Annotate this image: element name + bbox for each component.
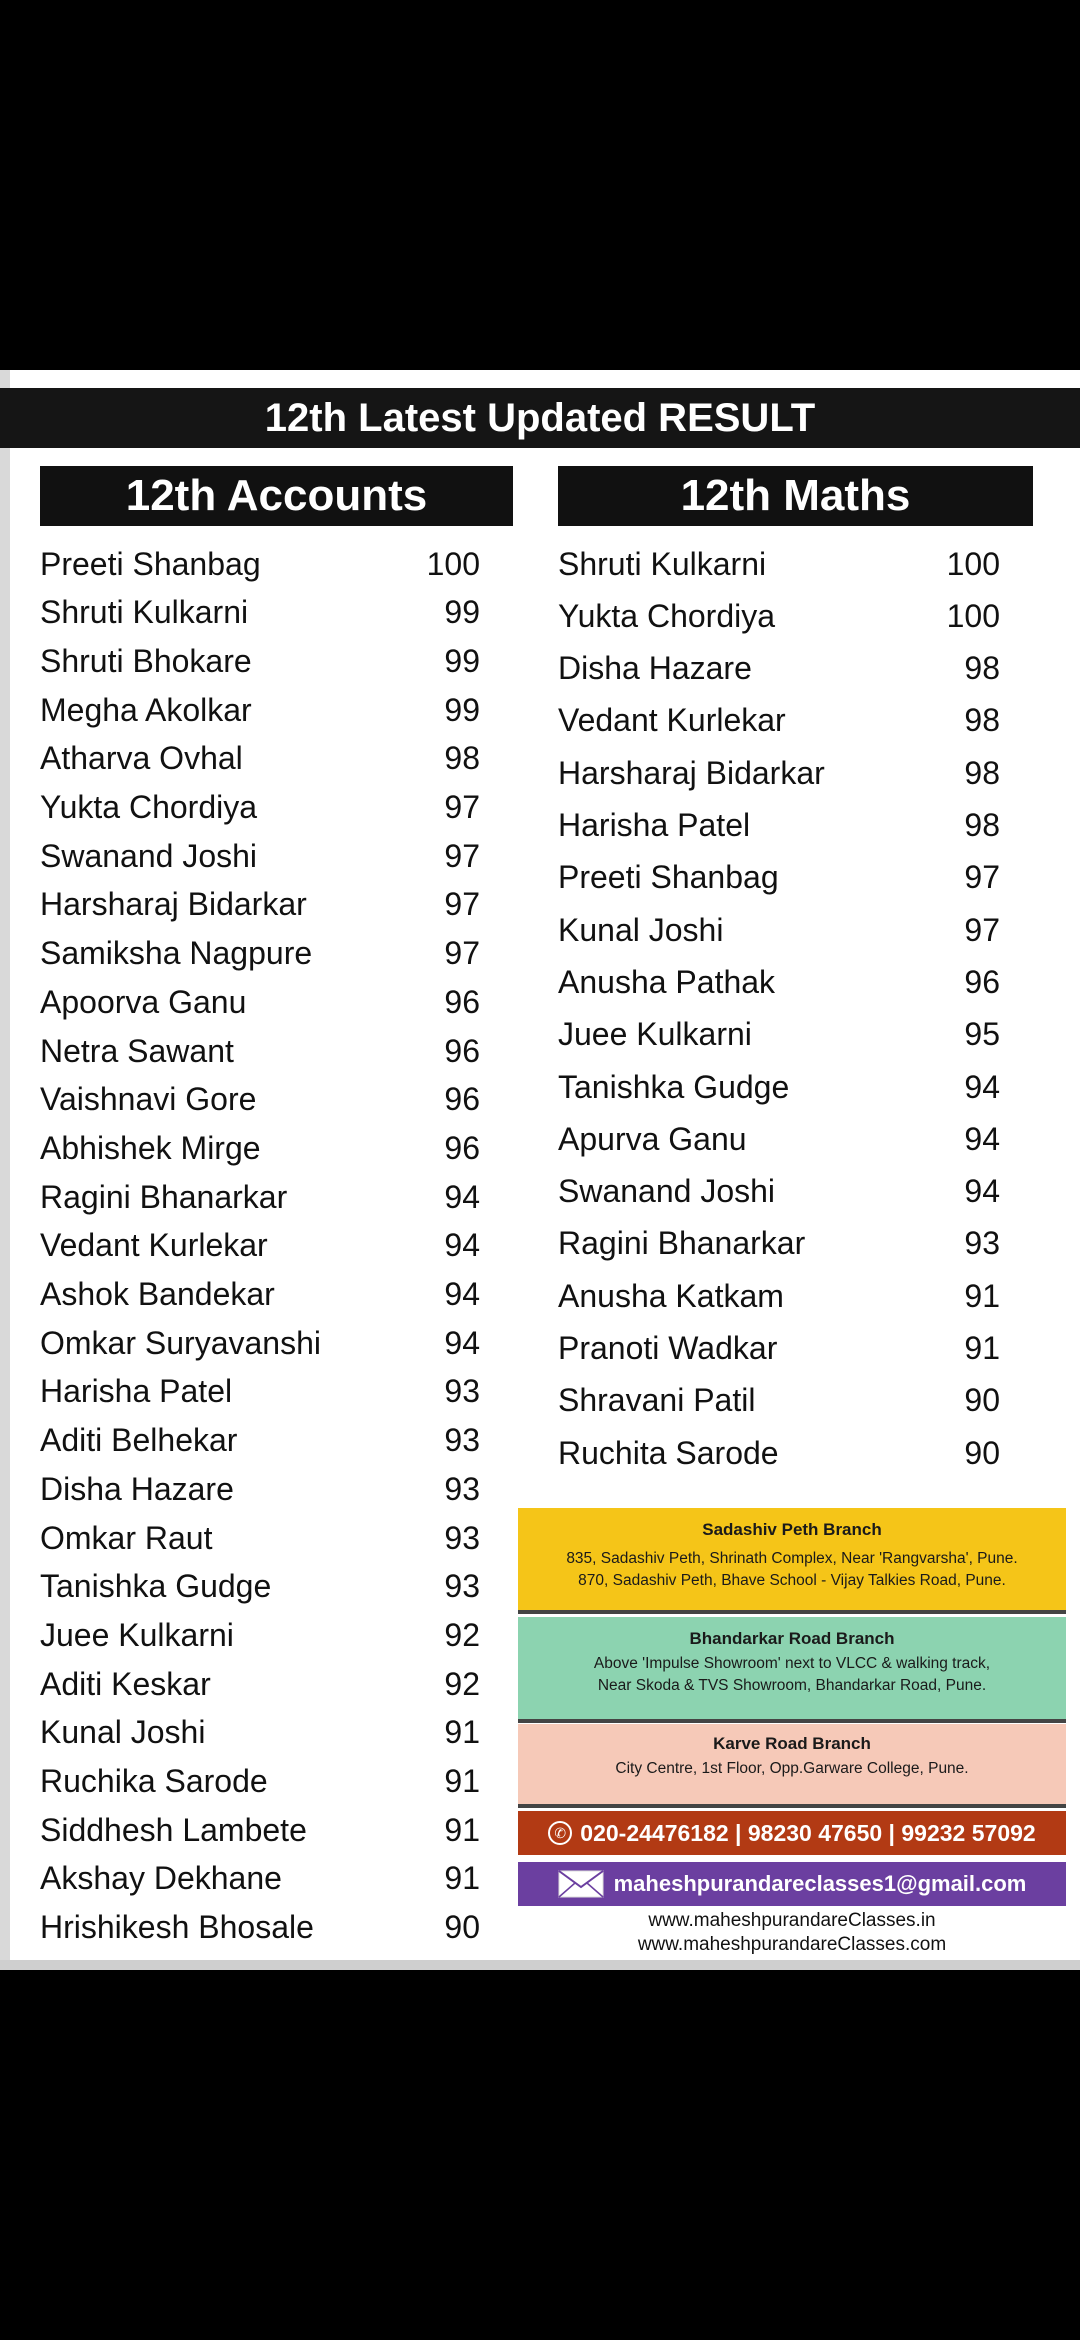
student-name: Siddhesh Lambete (40, 1811, 307, 1848)
student-score: 98 (444, 740, 480, 777)
student-name: Harsharaj Bidarkar (40, 886, 307, 923)
student-score: 93 (444, 1422, 480, 1459)
student-score: 99 (444, 642, 480, 679)
phone-bar (518, 1811, 1066, 1855)
student-score: 97 (444, 789, 480, 825)
student-name: Akshay Dekhane (40, 1860, 282, 1897)
student-score: 96 (444, 1032, 480, 1069)
maths-row (558, 1063, 1000, 1111)
student-name: Harsharaj Bidarkar (558, 754, 825, 791)
student-name: Megha Akolkar (40, 691, 252, 728)
student-name: Vedant Kurlekar (40, 1227, 268, 1264)
accounts-row (40, 881, 480, 929)
student-name: Shruti Bhokare (40, 642, 252, 679)
student-score: 93 (444, 1470, 480, 1507)
website-link[interactable]: www.maheshpurandareClasses.com (637, 1934, 947, 1955)
maths-row (558, 1011, 1000, 1059)
student-name: Tanishka Gudge (40, 1568, 272, 1605)
branch-bhandarkar-road (518, 1617, 1066, 1719)
student-name: Apoorva Ganu (40, 983, 247, 1020)
student-name: Aditi Belhekar (40, 1422, 238, 1459)
student-name: Ashok Bandekar (40, 1276, 275, 1312)
accounts-row (40, 1027, 480, 1075)
student-score: 98 (964, 650, 1000, 687)
student-score: 90 (444, 1909, 480, 1946)
student-name: Samiksha Nagpure (40, 935, 313, 972)
accounts-row (40, 1222, 480, 1270)
branch-title: Sadashiv Peth Branch (702, 1520, 882, 1539)
student-score: 98 (964, 754, 1000, 791)
student-score: 93 (444, 1568, 480, 1605)
student-name: Apurva Ganu (558, 1120, 747, 1157)
student-name: Hrishikesh Bhosale (40, 1909, 314, 1946)
student-score: 96 (444, 983, 480, 1020)
branch-title: Bhandarkar Road Branch (689, 1629, 895, 1648)
student-score: 94 (964, 1173, 1000, 1210)
student-name: Swanand Joshi (558, 1173, 776, 1210)
student-score: 94 (964, 1120, 1000, 1157)
student-score: 98 (964, 702, 1000, 739)
student-score: 93 (444, 1519, 480, 1556)
envelope-icon (558, 1870, 604, 1898)
student-name: Shravani Patil (558, 1382, 756, 1419)
maths-row (558, 802, 1000, 850)
student-name: Swanand Joshi (40, 837, 258, 874)
branch-address: Near Skoda & TVS Showroom, Bhandarkar Road, Pune. (597, 1677, 987, 1694)
accounts-row (40, 1173, 480, 1221)
accounts-row (40, 1806, 480, 1854)
student-score: 97 (964, 911, 1000, 948)
maths-row (558, 749, 1000, 797)
student-score: 91 (444, 1714, 480, 1751)
student-score: 91 (444, 1763, 480, 1799)
student-score: 100 (426, 545, 480, 582)
accounts-row (40, 1076, 480, 1124)
maths-row (558, 906, 1000, 954)
accounts-row (40, 1271, 480, 1319)
student-score: 93 (964, 1225, 1000, 1262)
student-score: 99 (444, 691, 480, 728)
student-name: Ragini Bhanarkar (40, 1178, 288, 1215)
website-link[interactable]: www.maheshpurandareClasses.in (648, 1910, 936, 1931)
student-score: 94 (444, 1276, 480, 1312)
student-score: 96 (444, 1129, 480, 1166)
student-score: 96 (444, 1081, 480, 1118)
student-score: 95 (964, 1016, 1000, 1053)
student-score: 90 (964, 1434, 1000, 1471)
page-title: 12th Latest Updated RESULT (0, 388, 1080, 448)
student-score: 92 (444, 1665, 480, 1702)
student-score: 91 (444, 1860, 480, 1897)
accounts-row (40, 1709, 480, 1757)
maths-row (558, 1429, 1000, 1477)
maths-header: 12th Maths (558, 466, 1033, 526)
student-name: Vedant Kurlekar (558, 702, 786, 739)
accounts-row (40, 1660, 480, 1708)
maths-row (558, 645, 1000, 693)
student-name: Ragini Bhanarkar (558, 1225, 806, 1262)
student-name: Tanishka Gudge (558, 1068, 790, 1105)
student-name: Juee Kulkarni (40, 1616, 234, 1653)
divider (0, 1960, 1080, 1970)
student-name: Netra Sawant (40, 1032, 234, 1069)
student-name: Kunal Joshi (558, 911, 724, 948)
maths-row (558, 540, 1000, 588)
accounts-row (40, 1563, 480, 1611)
student-score: 90 (964, 1382, 1000, 1419)
phone-numbers[interactable]: 020-24476182 | 98230 47650 | 99232 57092 (580, 1819, 1036, 1846)
student-score: 93 (444, 1373, 480, 1410)
student-name: Abhishek Mirge (40, 1129, 261, 1166)
maths-row (558, 958, 1000, 1006)
result-poster (0, 370, 1080, 1970)
branch-address: Above 'Impulse Showroom' next to VLCC & walking track, (593, 1655, 991, 1672)
student-name: Omkar Suryavanshi (40, 1324, 321, 1361)
accounts-row (40, 1465, 480, 1513)
accounts-row (40, 637, 480, 685)
student-score: 97 (964, 859, 1000, 896)
student-name: Ruchika Sarode (40, 1763, 268, 1799)
student-score: 94 (964, 1068, 1000, 1105)
student-score: 98 (964, 807, 1000, 843)
maths-row (558, 1272, 1000, 1320)
student-score: 97 (444, 935, 480, 972)
maths-row (558, 592, 1000, 640)
student-name: Harisha Patel (558, 807, 751, 843)
accounts-header: 12th Accounts (40, 466, 513, 526)
accounts-row (40, 832, 480, 880)
student-name: Shruti Kulkarni (40, 594, 249, 631)
student-name: Shruti Kulkarni (558, 545, 767, 582)
maths-row (558, 1168, 1000, 1216)
maths-row (558, 1115, 1000, 1163)
accounts-row (40, 540, 480, 588)
student-name: Anusha Pathak (558, 963, 776, 1000)
maths-row (558, 854, 1000, 902)
student-name: Vaishnavi Gore (40, 1081, 257, 1118)
student-score: 99 (444, 594, 480, 631)
student-score: 100 (946, 597, 1000, 634)
accounts-row (40, 1417, 480, 1465)
branch-address: 870, Sadashiv Peth, Bhave School - Vijay Talkies Road, Pune. (578, 1572, 1006, 1589)
student-name: Anusha Katkam (558, 1277, 784, 1314)
branch-karve-road (518, 1724, 1066, 1804)
student-score: 92 (444, 1616, 480, 1653)
student-name: Pranoti Wadkar (558, 1330, 778, 1366)
accounts-row (40, 784, 480, 832)
student-score: 94 (444, 1324, 480, 1361)
maths-row (558, 1220, 1000, 1268)
student-name: Preeti Shanbag (558, 859, 779, 896)
student-name: Harisha Patel (40, 1373, 233, 1410)
student-name: Ruchita Sarode (558, 1434, 779, 1471)
phone-icon: ✆ (548, 1821, 572, 1845)
student-score: 94 (444, 1178, 480, 1215)
student-score: 94 (444, 1227, 480, 1264)
student-name: Juee Kulkarni (558, 1016, 752, 1053)
accounts-row (40, 1319, 480, 1367)
accounts-row (40, 1368, 480, 1416)
student-name: Kunal Joshi (40, 1714, 206, 1751)
accounts-row (40, 1758, 480, 1806)
accounts-row (40, 1514, 480, 1562)
student-name: Omkar Raut (40, 1519, 213, 1556)
student-score: 91 (964, 1330, 1000, 1366)
student-name: Preeti Shanbag (40, 545, 261, 582)
accounts-row (40, 978, 480, 1026)
branch-address: 835, Sadashiv Peth, Shrinath Complex, Near 'Rangvarsha', Pune. (566, 1550, 1018, 1567)
email-bar (518, 1862, 1066, 1906)
maths-row (558, 1377, 1000, 1425)
student-score: 97 (444, 886, 480, 923)
student-name: Aditi Keskar (40, 1665, 211, 1702)
branch-address: City Centre, 1st Floor, Opp.Garware College, Pune. (615, 1760, 969, 1777)
accounts-row (40, 735, 480, 783)
accounts-row (40, 686, 480, 734)
student-name: Disha Hazare (558, 650, 752, 687)
student-score: 97 (444, 837, 480, 874)
student-score: 96 (964, 963, 1000, 1000)
branch-sadashiv-peth (518, 1508, 1066, 1610)
accounts-row (40, 1904, 480, 1952)
accounts-row (40, 1611, 480, 1659)
accounts-row (40, 1855, 480, 1903)
accounts-row (40, 930, 480, 978)
branch-title: Karve Road Branch (713, 1734, 871, 1753)
maths-row (558, 697, 1000, 745)
student-name: Yukta Chordiya (40, 789, 258, 825)
student-name: Yukta Chordiya (558, 597, 776, 634)
student-name: Disha Hazare (40, 1470, 234, 1507)
maths-row (558, 1325, 1000, 1373)
student-score: 91 (964, 1277, 1000, 1314)
accounts-row (40, 589, 480, 637)
email-link[interactable]: maheshpurandareclasses1@gmail.com (613, 1871, 1027, 1896)
student-name: Atharva Ovhal (40, 740, 243, 777)
student-score: 100 (946, 545, 1000, 582)
accounts-row (40, 1124, 480, 1172)
student-score: 91 (444, 1811, 480, 1848)
